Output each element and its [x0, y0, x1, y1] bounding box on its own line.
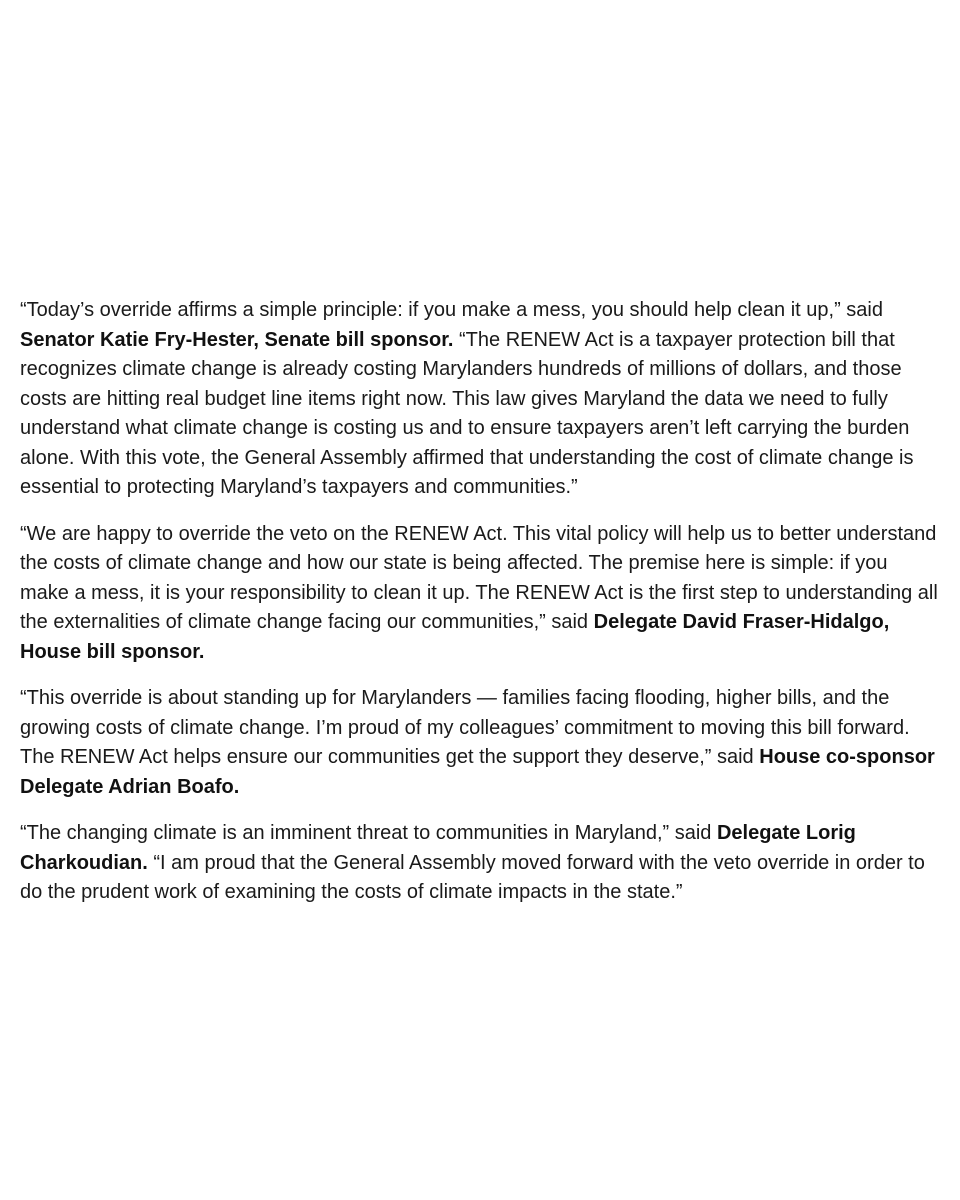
- speaker-attribution: Delegate David Fraser-Hidalgo, House bill sponsor.: [20, 611, 890, 663]
- speaker-attribution: Senator Katie Fry-Hester, Senate bill sponsor.: [20, 328, 454, 351]
- speaker-attribution: House co-sponsor Delegate Adrian Boafo.: [20, 746, 935, 798]
- quote-text: “Today’s override affirms a simple principle: if you make a mess, you should help clean it up,” said: [20, 299, 883, 321]
- quote-paragraph-boafo: [20, 684, 940, 802]
- quote-text: “This override is about standing up for Marylanders — families facing flooding, higher bills, and the growing costs of climate change. I’m proud of my colleagues’ commitment to moving this bill forward. The RENEW Act helps ensure our communities get the support they deserve,” said: [20, 687, 910, 768]
- quote-paragraph-fraser-hidalgo: [20, 520, 940, 668]
- quote-paragraph-charkoudian: [20, 819, 940, 908]
- document-body: [20, 296, 940, 925]
- quote-text: “The RENEW Act is a taxpayer protection bill that recognizes climate change is already costing Marylanders hundreds of millions of dollars, and those costs are hitting real budget line items right now. This law gives Maryland the data we need to fully understand what climate change is costing us and to ensure taxpayers aren’t left carrying the burden alone. With this vote, the General Assembly affirmed that understanding the cost of climate change is essential to protecting Maryland’s taxpayers and communities.”: [20, 328, 914, 498]
- quote-paragraph-fry-hester: [20, 296, 940, 503]
- quote-text: “We are happy to override the veto on the RENEW Act. This vital policy will help us to better understand the costs of climate change and how our state is being affected. The premise here is simple: if you make a mess, it is your responsibility to clean it up. The RENEW Act is the first step to understanding all the externalities of climate change facing our communities,” said: [20, 522, 938, 633]
- speaker-attribution: Delegate Lorig Charkoudian.: [20, 822, 856, 874]
- quote-text: “The changing climate is an imminent threat to communities in Maryland,” said: [20, 822, 717, 844]
- quote-text: “I am proud that the General Assembly moved forward with the veto override in order to do the prudent work of examining the costs of climate impacts in the state.”: [20, 851, 925, 903]
